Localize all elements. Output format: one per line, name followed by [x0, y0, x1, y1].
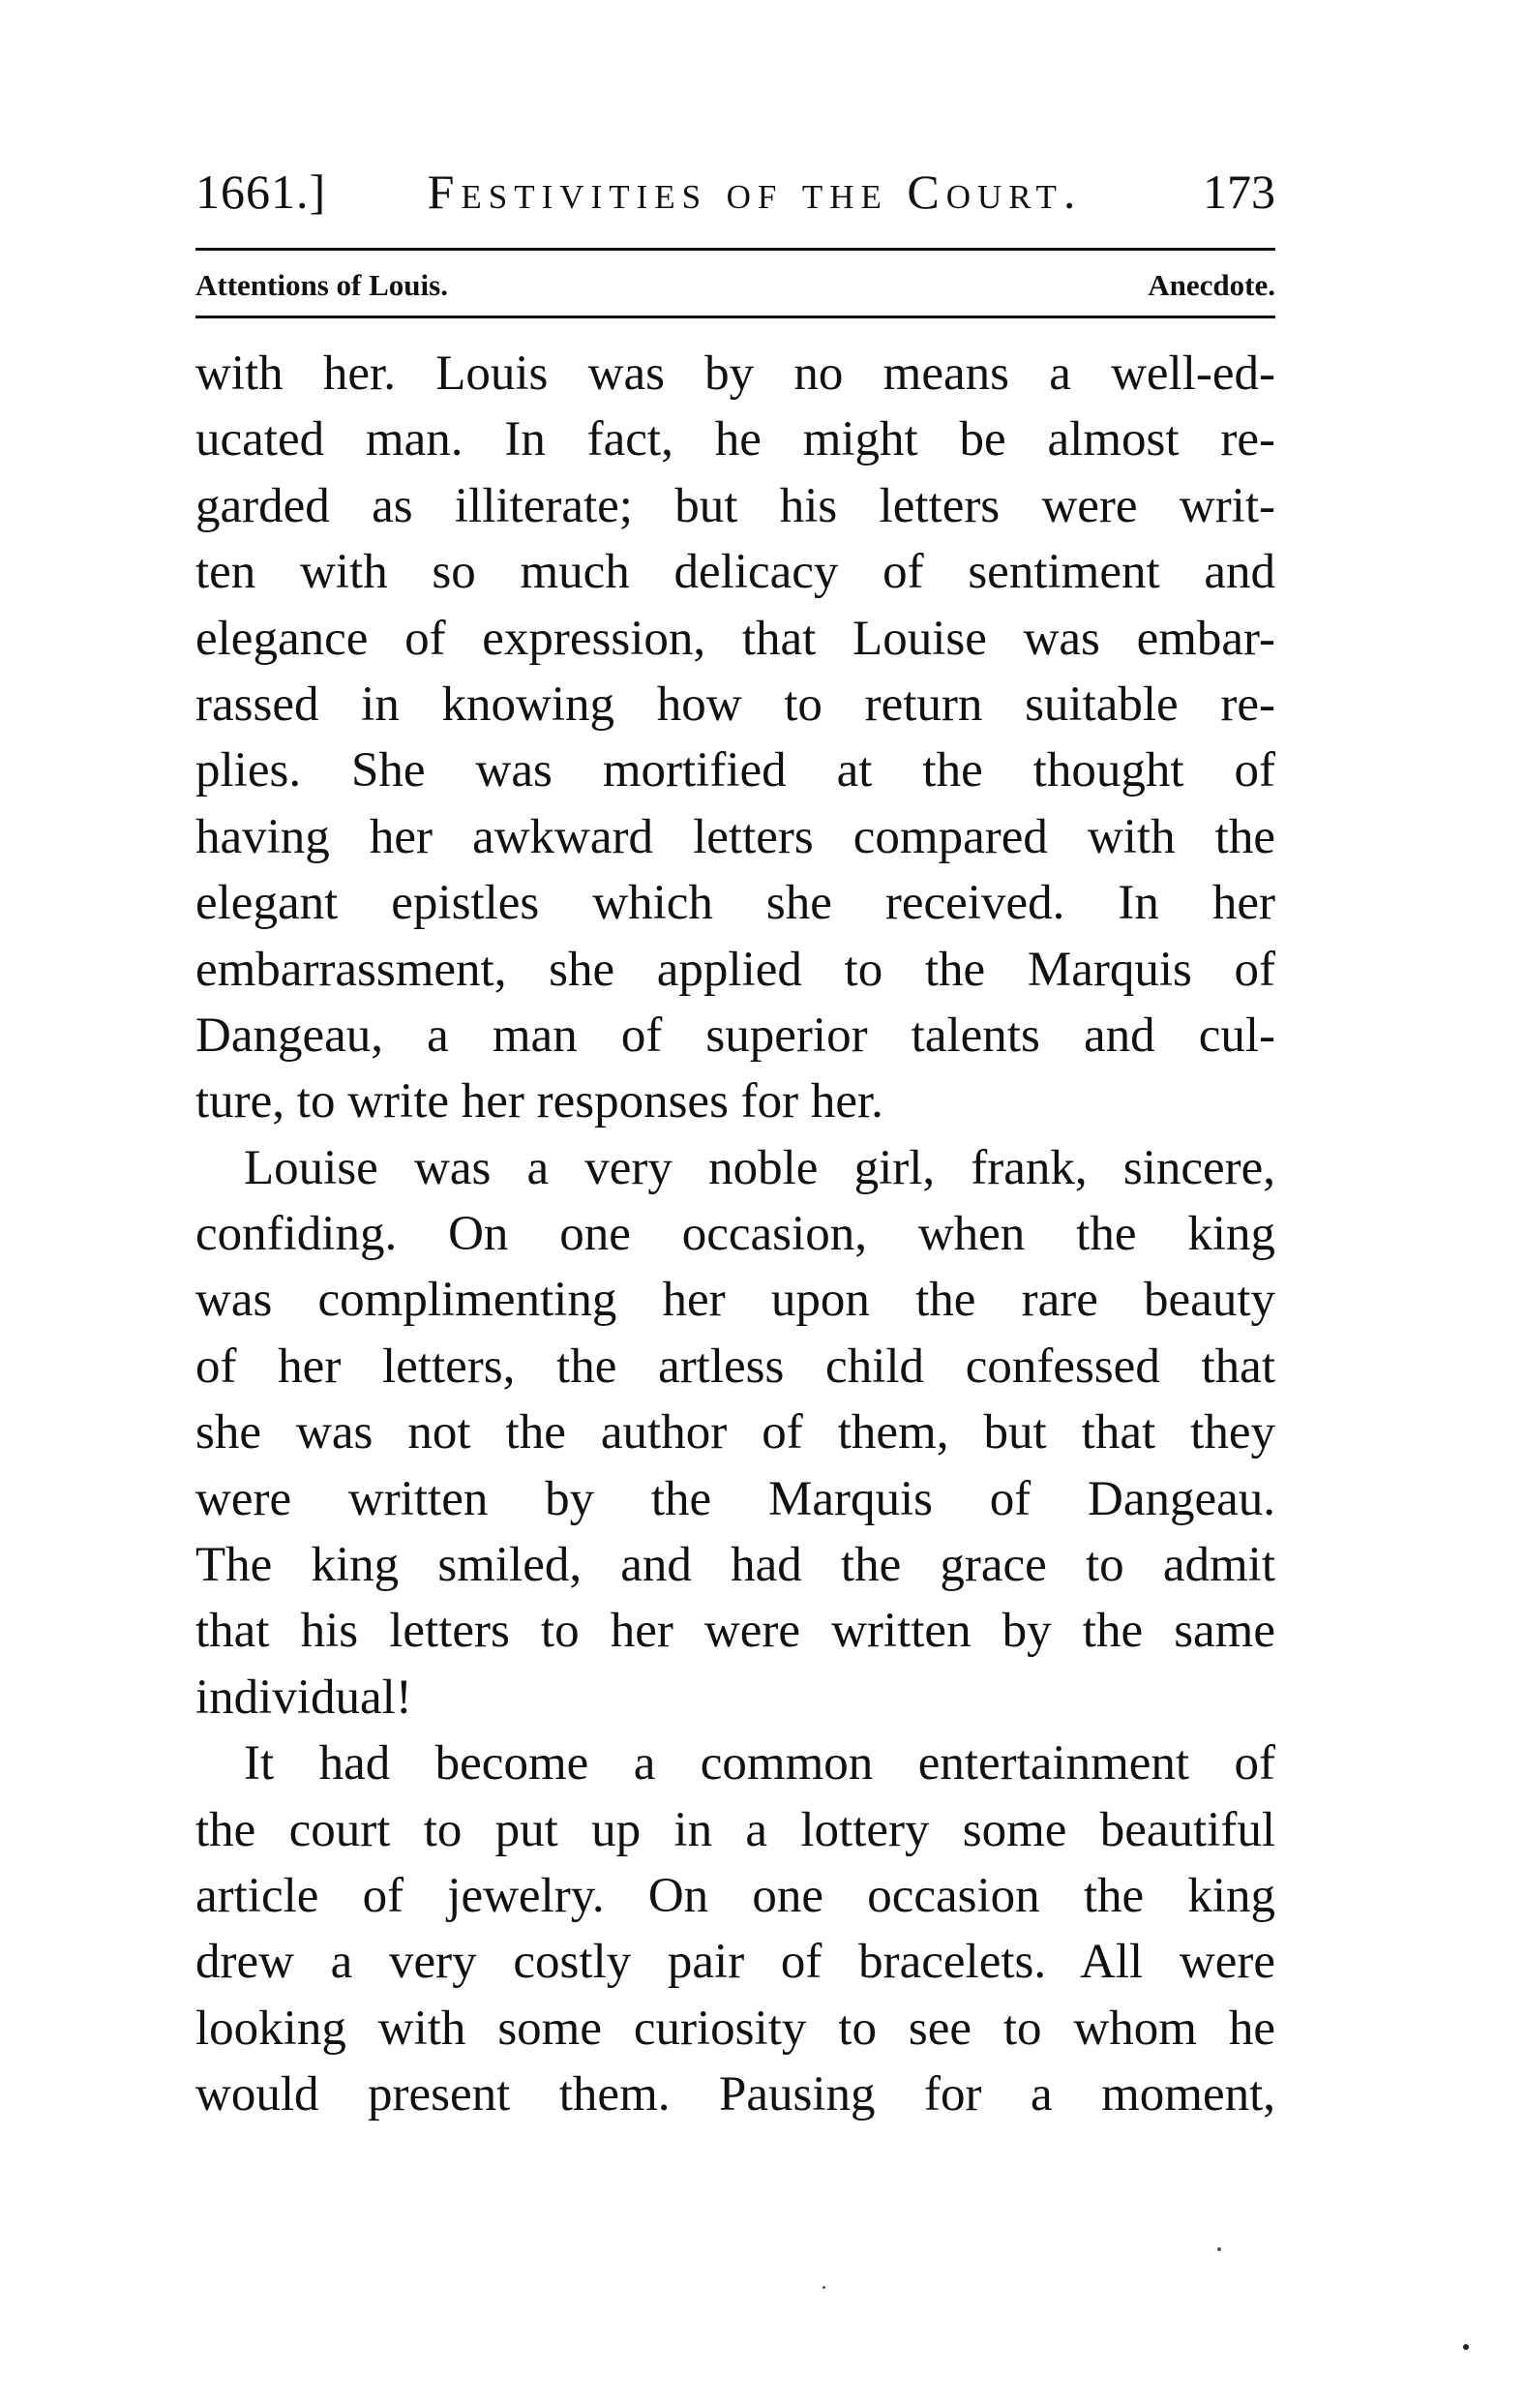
text-line: individual!: [195, 1670, 412, 1725]
page-number: 173: [1203, 165, 1275, 219]
text-line: Louise was a very noble girl, frank, sincere,: [244, 1140, 1275, 1195]
text-line: garded as illiterate; but his letters were writ-: [195, 478, 1275, 533]
text-line: Dangeau, a man of superior talents and cul-: [195, 1008, 1275, 1063]
text-line: The king smiled, and had the grace to admit: [195, 1538, 1275, 1593]
text-line: of her letters, the artless child confessed that: [195, 1339, 1275, 1394]
scan-speck: [1463, 2344, 1469, 2350]
text-line: elegance of expression, that Louise was embar-: [195, 611, 1275, 666]
header-title: Festivities of the Court.: [427, 165, 1083, 219]
text-line: were written by the Marquis of Dangeau.: [195, 1471, 1275, 1526]
scan-speck: [822, 2286, 825, 2289]
running-head: [195, 163, 1275, 221]
header-rule-top: [195, 248, 1275, 251]
text-line: she was not the author of them, but that they: [195, 1405, 1275, 1460]
subheader-right: Anecdote.: [1148, 268, 1275, 302]
text-line: article of jewelry. On one occasion the king: [195, 1868, 1275, 1923]
text-line: having her awkward letters compared with the: [195, 809, 1275, 864]
text-line: looking with some curiosity to see to whom he: [195, 2001, 1275, 2056]
body-text: [195, 341, 1275, 2128]
text-line: would present them. Pausing for a moment,: [195, 2067, 1275, 2122]
text-line: plies. She was mortified at the thought of: [195, 743, 1275, 798]
header-rule-bottom: [195, 316, 1275, 318]
text-line: embarrassment, she applied to the Marquis of: [195, 942, 1275, 997]
text-line: elegant epistles which she received. In her: [195, 876, 1275, 931]
text-line: It had become a common entertainment of: [244, 1736, 1275, 1791]
text-line: that his letters to her were written by the same: [195, 1604, 1275, 1659]
subheader: [195, 261, 1275, 310]
text-line: ten with so much delicacy of sentiment and: [195, 545, 1275, 600]
subheader-left: Attentions of Louis.: [195, 268, 448, 302]
text-line: was complimenting her upon the rare beauty: [195, 1273, 1275, 1328]
text-line: the court to put up in a lottery some beautiful: [195, 1802, 1275, 1857]
text-line: confiding. On one occasion, when the king: [195, 1207, 1275, 1262]
text-line: drew a very costly pair of bracelets. All were: [195, 1935, 1275, 1990]
text-line: rassed in knowing how to return suitable re-: [195, 677, 1275, 732]
text-line: ture, to write her responses for her.: [195, 1074, 883, 1129]
text-line: ucated man. In fact, he might be almost re-: [195, 412, 1275, 467]
scan-speck: [1217, 2247, 1221, 2251]
header-year: 1661.]: [195, 165, 327, 219]
text-line: with her. Louis was by no means a well-ed-: [195, 346, 1275, 401]
